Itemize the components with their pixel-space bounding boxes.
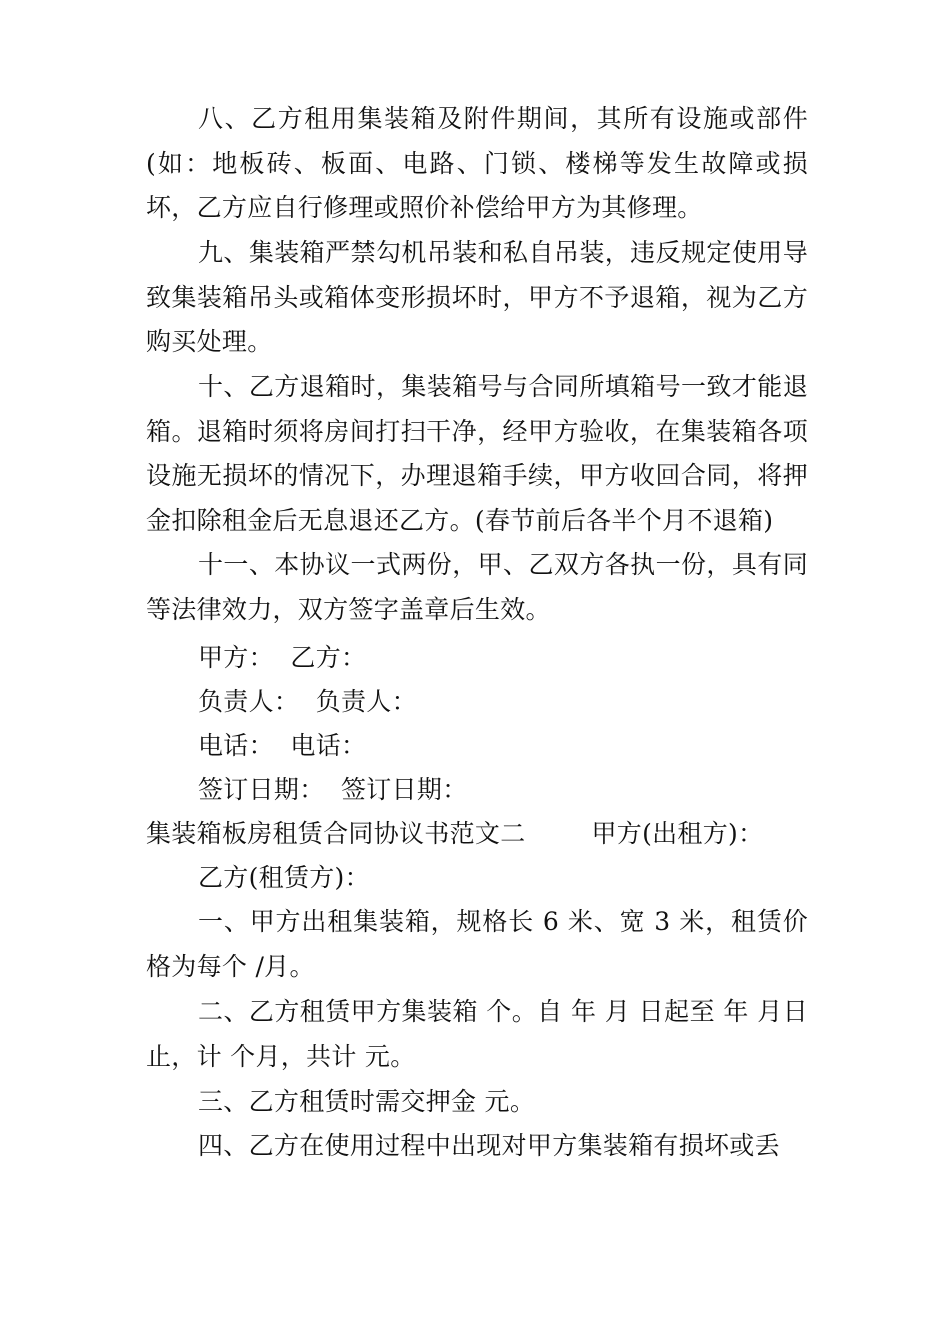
second-clause-1: 一、甲方出租集装箱，规格长 6 米、宽 3 米，租赁价格为每个 /月。	[146, 907, 808, 981]
second-clause-3: 三、乙方租赁时需交押金 元。	[198, 1087, 536, 1116]
signature-person-line: 负责人： 负责人：	[198, 687, 417, 716]
signature-phone-line: 电话： 电话：	[198, 731, 367, 760]
lessee-line: 乙方(租赁方)：	[198, 863, 370, 892]
signature-date-line: 签订日期： 签订日期：	[198, 775, 468, 804]
clause-10: 十、乙方退箱时，集装箱号与合同所填箱号一致才能退箱。退箱时须将房间打扫干净，经甲方验收，在集装箱各项设施无损坏的情况下，办理退箱手续，甲方收回合同，将押金扣除租金后无息退还乙方。(春节前后各半个月不退箱)	[146, 372, 808, 535]
clause-11: 十一、本协议一式两份，甲、乙双方各执一份，具有同等法律效力，双方签字盖章后生效。	[146, 550, 808, 624]
signature-party-line: 甲方： 乙方：	[198, 643, 367, 672]
clause-9: 九、集装箱严禁勾机吊装和私自吊装，违反规定使用导致集装箱吊头或箱体变形损坏时，甲方不予退箱，视为乙方购买处理。	[146, 238, 808, 356]
second-clause-4: 四、乙方在使用过程中出现对甲方集装箱有损坏或丢	[198, 1131, 780, 1160]
clause-8: 八、乙方租用集装箱及附件期间，其所有设施或部件(如：地板砖、板面、电路、门锁、楼梯等发生故障或损坏，乙方应自行修理或照价补偿给甲方为其修理。	[146, 104, 808, 222]
second-clause-2: 二、乙方租赁甲方集装箱 个。自 年 月 日起至 年 月日止，计 个月，共计 元。	[146, 997, 808, 1071]
second-contract-title: 集装箱板房租赁合同协议书范文二 甲方(出租方)：	[146, 819, 764, 848]
